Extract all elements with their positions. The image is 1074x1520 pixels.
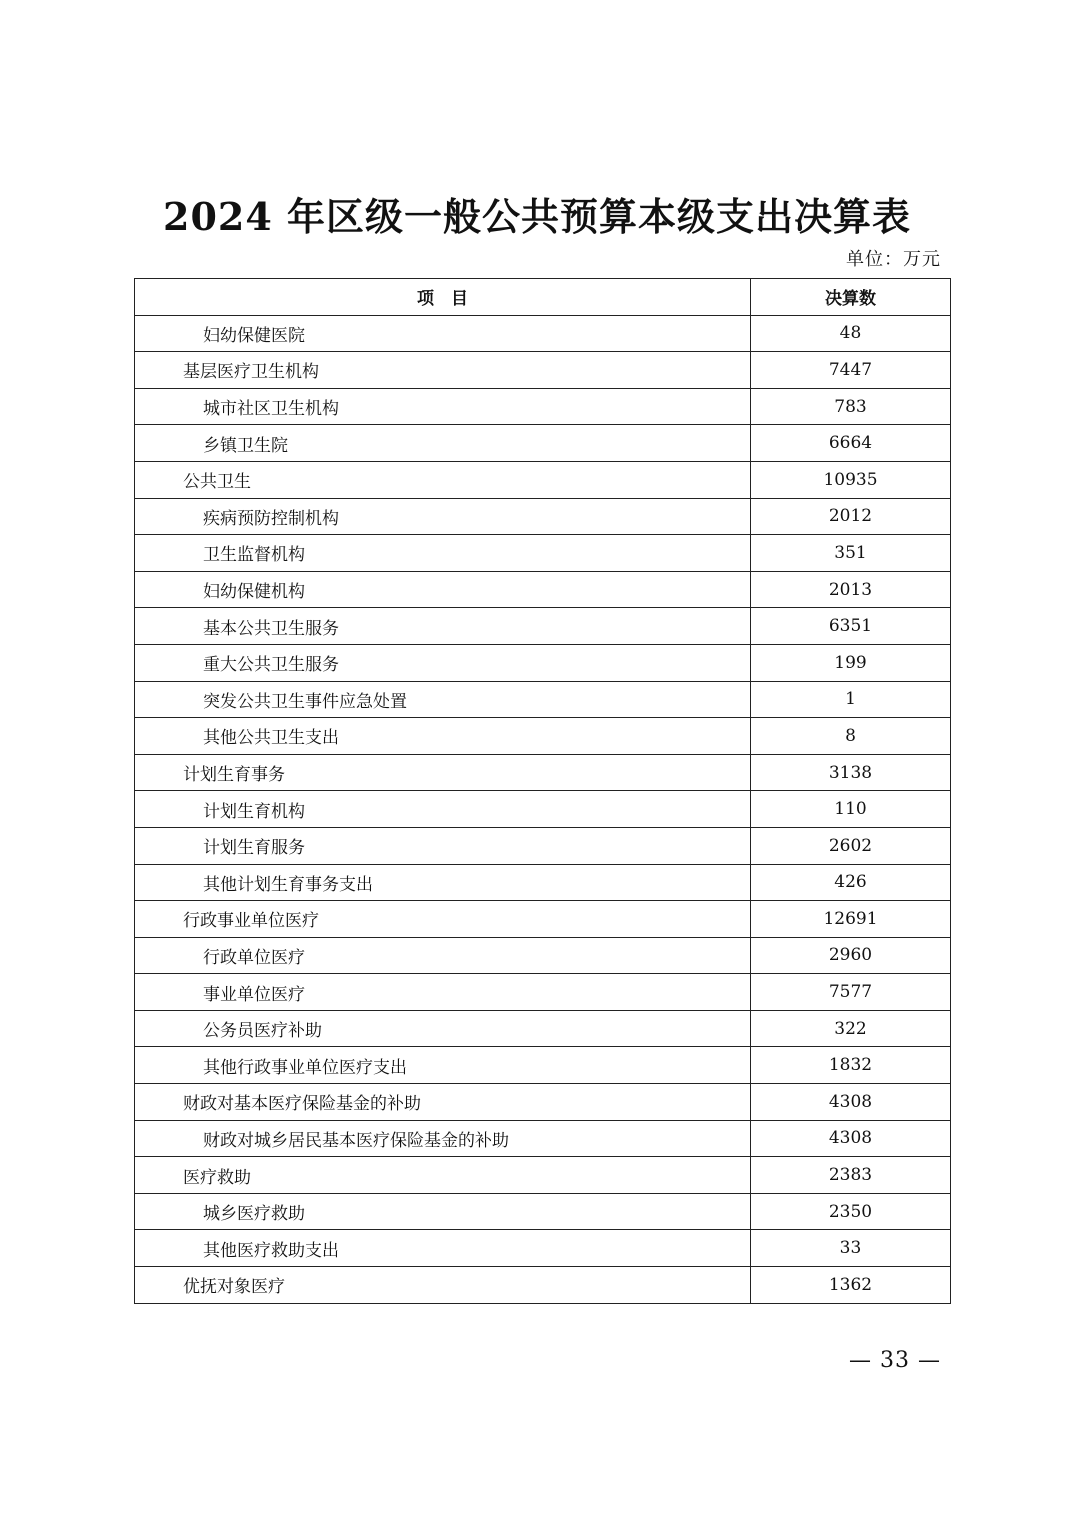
table-row (135, 718, 951, 755)
table-row (135, 791, 951, 828)
table-row (135, 315, 951, 352)
row-item-value: 1362 (751, 1267, 951, 1304)
page-title: 2024 年区级一般公共预算本级支出决算表 (163, 194, 911, 239)
row-item-value: 48 (751, 315, 951, 352)
table-row (135, 644, 951, 681)
row-item-label: 重大公共卫生服务 (135, 644, 751, 681)
table-row (135, 681, 951, 718)
row-item-label: 其他公共卫生支出 (135, 718, 751, 755)
table-row (135, 1084, 951, 1121)
row-item-value: 4308 (751, 1120, 951, 1157)
row-item-label: 妇幼保健医院 (135, 315, 751, 352)
row-item-value: 6664 (751, 425, 951, 462)
row-item-value: 6351 (751, 608, 951, 645)
table-row (135, 1047, 951, 1084)
table-row (135, 1010, 951, 1047)
row-item-value: 3138 (751, 754, 951, 791)
row-item-label: 行政单位医疗 (135, 937, 751, 974)
table-row (135, 1157, 951, 1194)
page-number: — 33 — (849, 1348, 941, 1373)
row-item-label: 计划生育服务 (135, 827, 751, 864)
row-item-value: 110 (751, 791, 951, 828)
row-item-value: 426 (751, 864, 951, 901)
row-item-value: 199 (751, 644, 951, 681)
row-item-label: 卫生监督机构 (135, 535, 751, 572)
table-header-row (135, 279, 951, 316)
row-item-label: 财政对基本医疗保险基金的补助 (135, 1084, 751, 1121)
table-row (135, 901, 951, 938)
row-item-label: 城乡医疗救助 (135, 1193, 751, 1230)
column-header-item: 项 目 (135, 279, 751, 316)
row-item-label: 优抚对象医疗 (135, 1267, 751, 1304)
table-row (135, 608, 951, 645)
row-item-label: 其他医疗救助支出 (135, 1230, 751, 1267)
row-item-label: 基层医疗卫生机构 (135, 352, 751, 389)
row-item-label: 其他行政事业单位医疗支出 (135, 1047, 751, 1084)
row-item-value: 2602 (751, 827, 951, 864)
table-row (135, 754, 951, 791)
row-item-label: 其他计划生育事务支出 (135, 864, 751, 901)
table-row (135, 864, 951, 901)
row-item-label: 乡镇卫生院 (135, 425, 751, 462)
row-item-label: 计划生育机构 (135, 791, 751, 828)
unit-label: 单位：万元 (846, 249, 941, 270)
table-row (135, 937, 951, 974)
row-item-label: 事业单位医疗 (135, 974, 751, 1011)
table-row (135, 1230, 951, 1267)
table-row (135, 827, 951, 864)
row-item-value: 783 (751, 388, 951, 425)
row-item-label: 医疗救助 (135, 1157, 751, 1194)
row-item-value: 2350 (751, 1193, 951, 1230)
row-item-label: 疾病预防控制机构 (135, 498, 751, 535)
row-item-value: 2012 (751, 498, 951, 535)
table-row (135, 1193, 951, 1230)
row-item-value: 8 (751, 718, 951, 755)
table-row (135, 352, 951, 389)
row-item-value: 1 (751, 681, 951, 718)
row-item-label: 计划生育事务 (135, 754, 751, 791)
row-item-value: 2960 (751, 937, 951, 974)
table-body (135, 315, 951, 1303)
table-row (135, 1267, 951, 1304)
row-item-label: 基本公共卫生服务 (135, 608, 751, 645)
table-row (135, 425, 951, 462)
row-item-label: 公务员医疗补助 (135, 1010, 751, 1047)
table-row (135, 388, 951, 425)
row-item-value: 4308 (751, 1084, 951, 1121)
table-row (135, 535, 951, 572)
row-item-label: 公共卫生 (135, 461, 751, 498)
row-item-value: 10935 (751, 461, 951, 498)
table-row (135, 571, 951, 608)
budget-table (134, 278, 951, 1304)
row-item-value: 2383 (751, 1157, 951, 1194)
table-row (135, 498, 951, 535)
row-item-label: 突发公共卫生事件应急处置 (135, 681, 751, 718)
row-item-value: 7577 (751, 974, 951, 1011)
row-item-value: 7447 (751, 352, 951, 389)
row-item-label: 妇幼保健机构 (135, 571, 751, 608)
row-item-label: 行政事业单位医疗 (135, 901, 751, 938)
row-item-value: 351 (751, 535, 951, 572)
row-item-label: 财政对城乡居民基本医疗保险基金的补助 (135, 1120, 751, 1157)
table-row (135, 1120, 951, 1157)
row-item-label: 城市社区卫生机构 (135, 388, 751, 425)
table-row (135, 974, 951, 1011)
row-item-value: 322 (751, 1010, 951, 1047)
column-header-value: 决算数 (751, 279, 951, 316)
row-item-value: 12691 (751, 901, 951, 938)
row-item-value: 33 (751, 1230, 951, 1267)
row-item-value: 1832 (751, 1047, 951, 1084)
table-row (135, 461, 951, 498)
row-item-value: 2013 (751, 571, 951, 608)
